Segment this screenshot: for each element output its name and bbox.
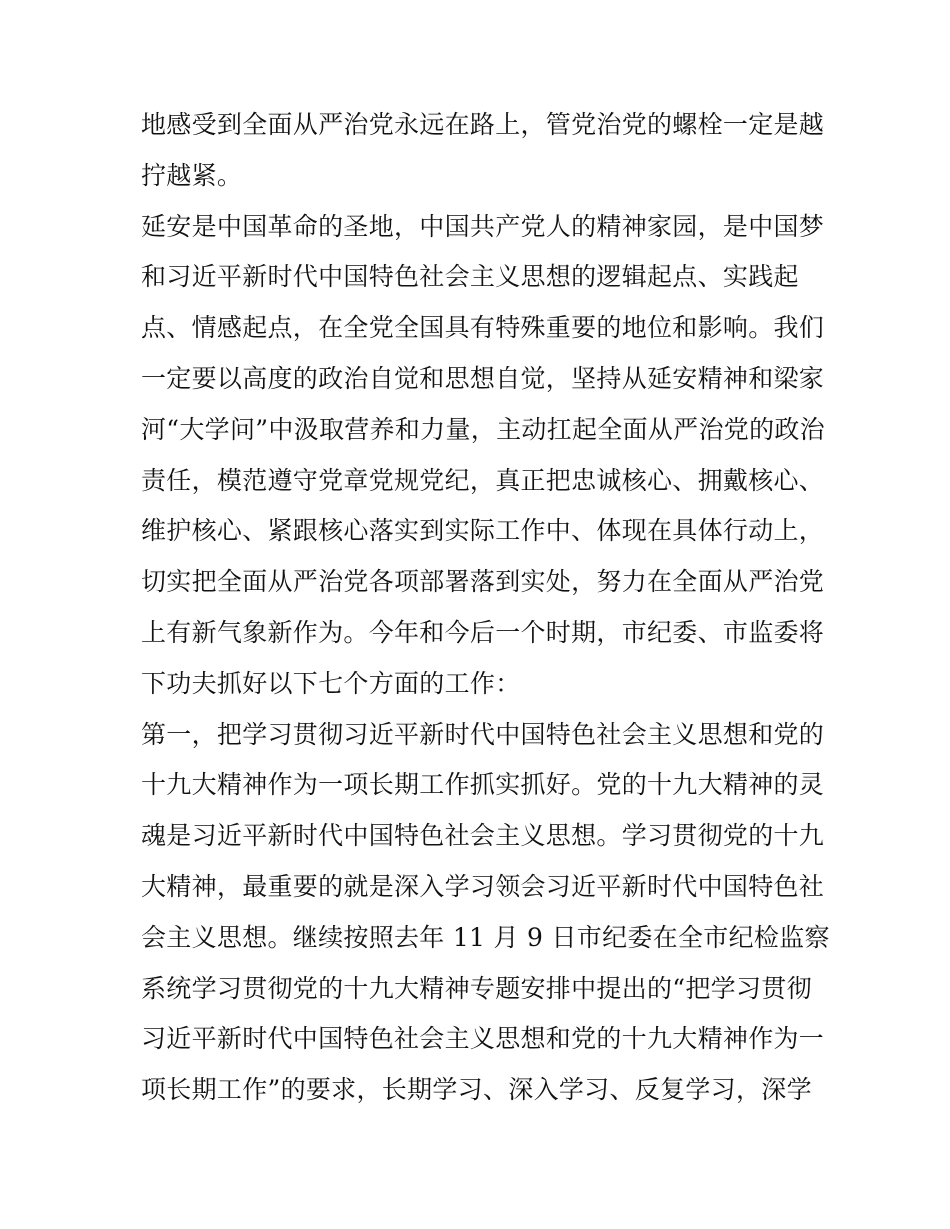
text-line: 上有新气象新作为。今年和今后一个时期，市纪委、市监委将 [141,617,825,647]
text-line: 切实把全面从严治党各项部署落到实处，努力在全面从严治党 [141,567,825,597]
text-line: 河“大学问”中汲取营养和力量，主动扛起全面从严治党的政治 [141,414,825,444]
text-line: 地感受到全面从严治党永远在路上，管党治党的螺栓一定是越 [141,110,825,139]
text-line: 第一，把学习贯彻习近平新时代中国特色社会主义思想和党的 [141,719,825,749]
text-line: 下功夫抓好以下七个方面的工作： [141,668,521,698]
text-line: 会主义思想。继续按照去年 11 月 9 日市纪委在全市纪检监察 [141,922,830,952]
text-line: 延安是中国革命的圣地，中国共产党人的精神家园，是中国梦 [141,211,825,241]
text-line: 十九大精神作为一项长期工作抓实抓好。党的十九大精神的灵 [141,770,825,800]
text-line: 系统学习贯彻党的十九大精神专题安排中提出的“把学习贯彻 [141,973,812,1003]
text-line: 项长期工作”的要求，长期学习、深入学习、反复学习，深学 [141,1075,812,1105]
text-line: 魂是习近平新时代中国特色社会主义思想。学习贯彻党的十九 [141,821,825,851]
text-line: 拧越紧。 [141,160,243,190]
document-body [141,100,830,1116]
text-line: 责任，模范遵守党章党规党纪，真正把忠诚核心、拥戴核心、 [141,465,825,495]
text-line: 习近平新时代中国特色社会主义思想和党的十九大精神作为一 [141,1024,825,1054]
text-line: 点、情感起点，在全党全国具有特殊重要的地位和影响。我们 [141,313,825,343]
text-line: 和习近平新时代中国特色社会主义思想的逻辑起点、实践起 [141,262,799,292]
text-line: 大精神，最重要的就是深入学习领会习近平新时代中国特色社 [141,871,825,901]
text-line: 一定要以高度的政治自觉和思想自觉，坚持从延安精神和梁家 [141,363,825,393]
text-line: 维护核心、紧跟核心落实到实际工作中、体现在具体行动上， [141,516,825,546]
